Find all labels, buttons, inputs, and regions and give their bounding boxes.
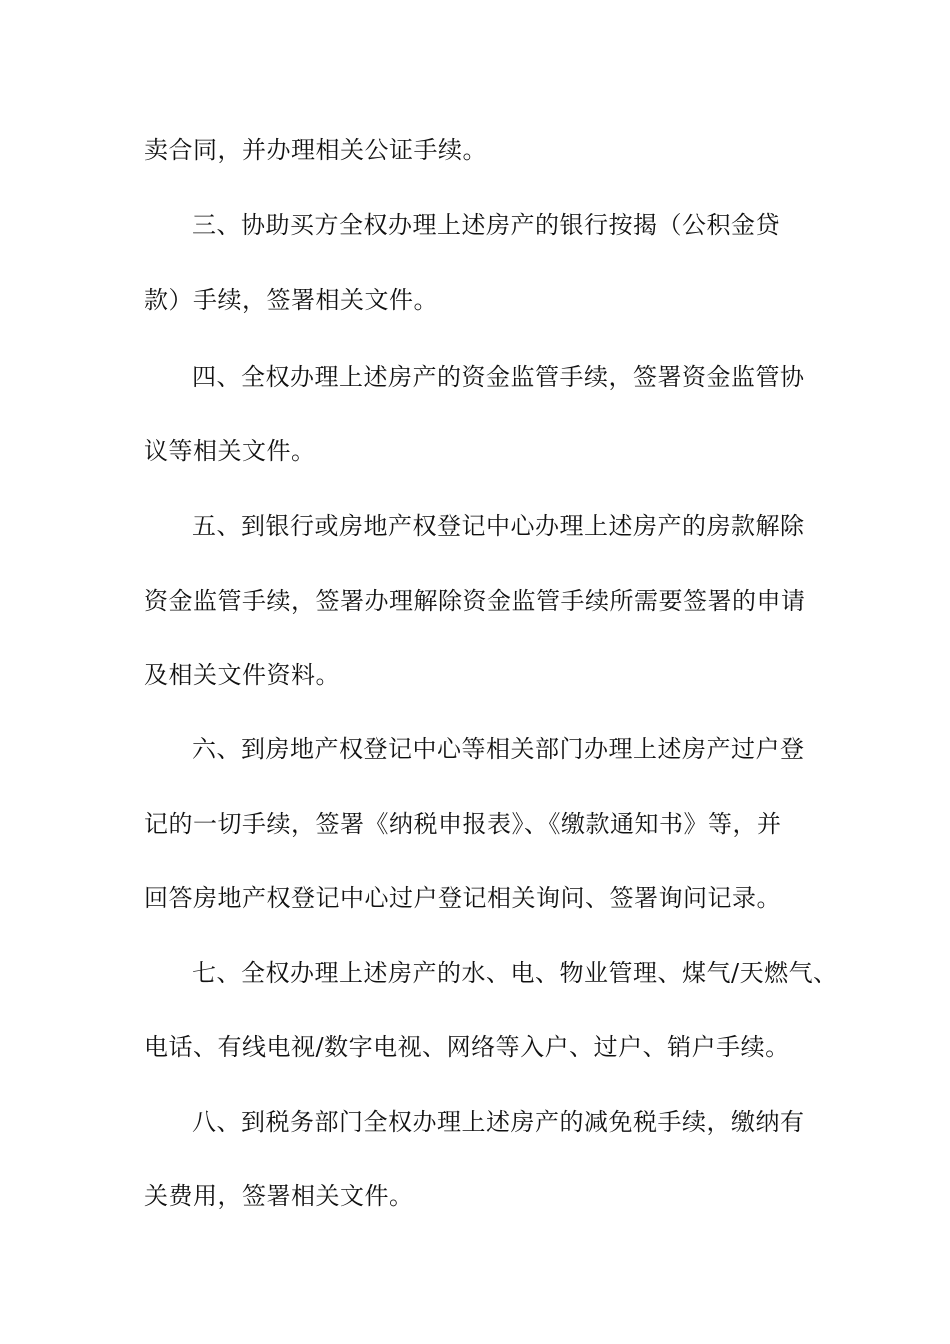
paragraph-line: 关费用，签署相关文件。 xyxy=(144,1182,414,1210)
paragraph-line: 回答房地产权登记中心过户登记相关询问、签署询问记录。 xyxy=(144,884,781,912)
paragraph-line: 六、到房地产权登记中心等相关部门办理上述房产过户登 xyxy=(192,735,805,763)
paragraph-line: 记的一切手续，签署《纳税申报表》、《缴款通知书》等，并 xyxy=(144,810,782,838)
paragraph-line: 五、到银行或房地产权登记中心办理上述房产的房款解除 xyxy=(192,512,805,540)
paragraph-line: 及相关文件资料。 xyxy=(144,661,340,689)
paragraph-line: 卖合同，并办理相关公证手续。 xyxy=(144,136,487,164)
paragraph-line: 资金监管手续，签署办理解除资金监管手续所需要签署的申请 xyxy=(144,587,806,615)
paragraph-line: 四、全权办理上述房产的资金监管手续，签署资金监管协 xyxy=(192,363,805,391)
paragraph-line: 七、全权办理上述房产的水、电、物业管理、煤气/天燃气、 xyxy=(192,959,838,987)
paragraph-line: 八、到税务部门全权办理上述房产的减免税手续，缴纳有 xyxy=(192,1108,805,1136)
paragraph-line: 议等相关文件。 xyxy=(144,437,316,465)
paragraph-line: 三、协助买方全权办理上述房产的银行按揭（公积金贷 xyxy=(192,211,780,239)
paragraph-line: 款）手续，签署相关文件。 xyxy=(144,286,438,314)
paragraph-line: 电话、有线电视/数字电视、网络等入户、过户、销户手续。 xyxy=(144,1033,790,1061)
